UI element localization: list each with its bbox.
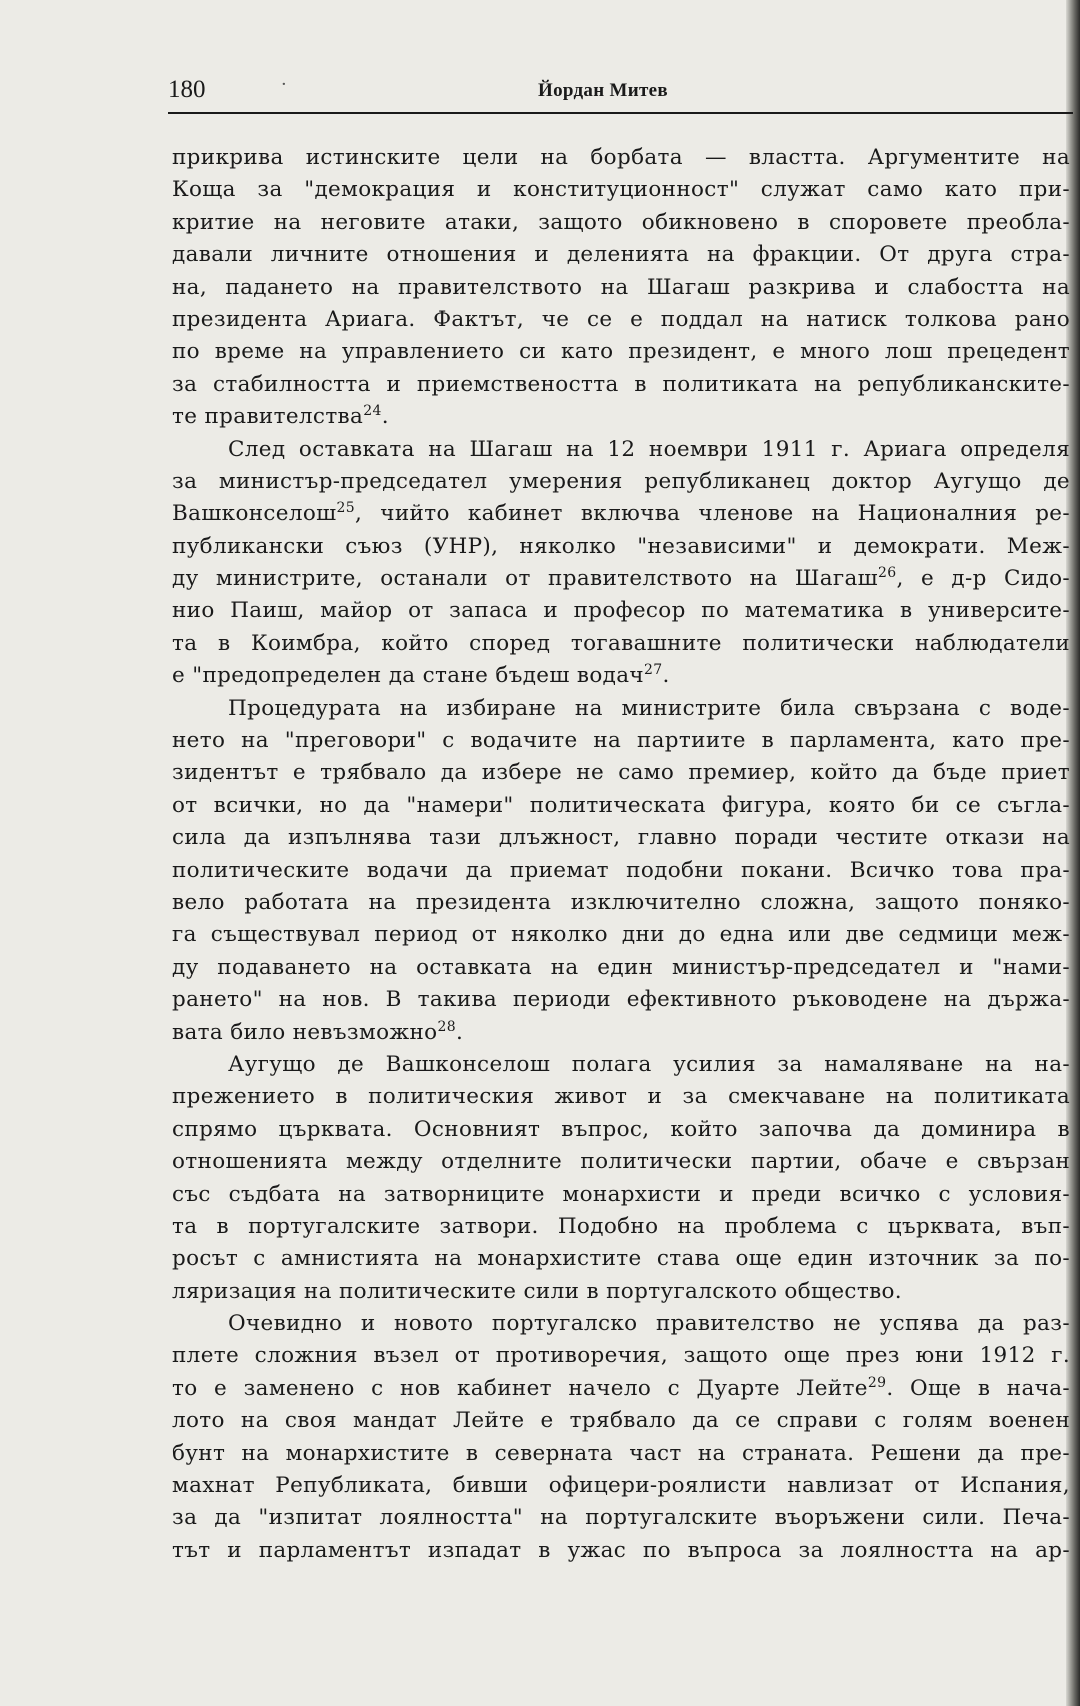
- text-line-continuation: .: [455, 1019, 464, 1045]
- text-line: [172, 466, 1070, 498]
- text-line: [172, 855, 1070, 887]
- text-line-content: вата било невъзможно: [172, 1019, 438, 1045]
- text-line: [172, 1470, 1070, 1502]
- text-line-content: публикански съюз (УНР), няколко "независими" и демократи. Меж-: [172, 533, 1070, 559]
- text-line: [172, 239, 1070, 271]
- text-line-content: отношенията между отделните политически партии, обаче е свързан: [172, 1149, 1070, 1175]
- text-line: [172, 693, 1070, 725]
- text-line: [172, 272, 1070, 304]
- text-line: [172, 887, 1070, 919]
- footnote-marker: 27: [643, 662, 663, 679]
- text-line: [172, 1146, 1070, 1178]
- text-line: [172, 1114, 1070, 1146]
- text-line-content: критие на неговите атаки, защото обикновено в споровете преобла-: [172, 209, 1070, 235]
- text-line: [172, 1340, 1070, 1372]
- text-line-content: та в португалските затвори. Подобно на проблема с църквата, въп-: [172, 1213, 1070, 1239]
- text-line: [172, 498, 1070, 530]
- footnote-marker: 28: [437, 1018, 456, 1035]
- text-line: [172, 595, 1070, 627]
- text-line: [172, 174, 1070, 206]
- text-line-content: лото на своя мандат Лейте е трябвало да се справи с голям военен: [172, 1408, 1070, 1434]
- text-line-content: от всички, но да "намери" политическата фигура, която би се съгла-: [172, 792, 1070, 818]
- text-line: [172, 1308, 1070, 1340]
- page-number: 180: [168, 76, 206, 103]
- text-line: [172, 757, 1070, 789]
- text-line-content: Коща за "демокрация и конституционност" служат само като при-: [172, 177, 1070, 203]
- text-line: [172, 952, 1070, 984]
- text-line-content: нио Паиш, майор от запаса и професор по математика в университе-: [172, 598, 1070, 624]
- text-line-content: за министър-председател умерения републиканец доктор Аугущо де: [172, 468, 1070, 494]
- text-line: [172, 207, 1070, 239]
- text-line-content: След оставката на Шагаш на 12 ноември 1911 г. Ариага определя: [228, 436, 1070, 462]
- footnote-marker: 26: [878, 565, 897, 582]
- text-line: [172, 790, 1070, 822]
- text-line-continuation: , е д-р Сидо-: [896, 566, 1070, 592]
- text-line: [172, 1373, 1070, 1405]
- text-line-content: е "предопределен да стане бъдеш водач: [172, 663, 644, 689]
- text-line-content: те правителства: [172, 404, 364, 430]
- text-line: [172, 628, 1070, 660]
- text-line-content: със съдбата на затворниците монархисти и преди всичко с условия-: [172, 1181, 1070, 1207]
- text-line: [172, 369, 1070, 401]
- text-line: [172, 660, 1070, 692]
- text-line-content: бунт на монархистите в северната част на страната. Решени да пре-: [172, 1440, 1070, 1466]
- text-line-content: ду министрите, останали от правителството на Шагаш: [172, 566, 879, 592]
- text-line: [172, 304, 1070, 336]
- text-line: [172, 1211, 1070, 1243]
- text-line: [172, 1243, 1070, 1275]
- text-line: [172, 401, 1070, 433]
- text-line: [172, 434, 1070, 466]
- text-line-content: давали личните отношения и деленията на фракции. От друга стра-: [172, 242, 1070, 268]
- running-head-author: Йордан Митев: [538, 80, 668, 101]
- text-line-content: Вашконселош: [172, 501, 337, 527]
- text-line: [172, 1081, 1070, 1113]
- footnote-marker: 25: [336, 500, 356, 517]
- text-line-content: на, падането на правителството на Шагаш разкрива и слабостта на: [172, 274, 1070, 300]
- text-line-content: рането" на нов. В такива периоди ефективното ръководене на държа-: [172, 987, 1070, 1013]
- text-line: [172, 531, 1070, 563]
- text-line: [172, 725, 1070, 757]
- text-line: [172, 1405, 1070, 1437]
- text-line-content: президента Ариага. Фактът, че се е поддал на натиск толкова рано: [172, 306, 1070, 332]
- page-header: [168, 72, 1073, 112]
- text-line-content: зидентът е трябвало да избере не само премиер, който да бъде приет: [172, 760, 1070, 786]
- text-line-content: за да "изпитат лоялността" на португалските въоръжени сили. Печа-: [172, 1505, 1070, 1531]
- text-line-content: прикрива истинските цели на борбата — властта. Аргументите на: [172, 145, 1070, 170]
- text-line-content: Аугущо де Вашконселош полага усилия за намаляване на на-: [228, 1051, 1070, 1077]
- text-line: [172, 1276, 1070, 1308]
- text-line-content: спрямо църквата. Основният въпрос, който започва да доминира в: [172, 1116, 1070, 1142]
- text-line-content: за стабилността и приемствеността в политиката на републиканските-: [172, 371, 1070, 397]
- text-line-content: по време на управлението си като президент, е много лош прецедент: [172, 339, 1070, 365]
- text-line: [172, 142, 1070, 174]
- text-line-content: ду подаването на оставката на един министър-председател и "нами-: [172, 954, 1070, 980]
- header-separator-dot: ·: [281, 74, 287, 95]
- text-line-content: ляризация на политическите сили в португалското общество.: [172, 1278, 902, 1304]
- text-line-content: нето на "преговори" с водачите на партиите в парламента, като пре-: [172, 728, 1070, 754]
- header-rule: [168, 112, 1073, 114]
- text-line-content: прежението в политическия живот и за смекчаване на политиката: [172, 1084, 1070, 1110]
- text-line-content: сила да изпълнява тази длъжност, главно поради честите откази на: [172, 825, 1070, 851]
- body-text: [172, 142, 1070, 1567]
- text-line: [172, 563, 1070, 595]
- text-line-content: то е заменено с нов кабинет начело с Дуарте Лейте: [172, 1375, 868, 1401]
- text-line: [172, 1535, 1070, 1567]
- text-line-content: Процедурата на избиране на министрите била свързана с воде-: [228, 695, 1070, 721]
- text-line: [172, 919, 1070, 951]
- text-line: [172, 1502, 1070, 1534]
- text-line-content: га съществувал период от няколко дни до една или две седмици меж-: [172, 922, 1070, 948]
- text-line-continuation: .: [381, 404, 389, 430]
- text-line-continuation: . Още в нача-: [886, 1375, 1070, 1401]
- text-line: [172, 336, 1070, 368]
- text-line-content: та в Коимбра, който според тогавашните политически наблюдатели: [172, 630, 1070, 656]
- text-line-content: росът с амнистията на монархистите става още един източник за по-: [172, 1246, 1070, 1272]
- text-line-content: плете сложния възел от противоречия, защото още през юни 1912 г.: [172, 1343, 1070, 1369]
- text-line: [172, 1049, 1070, 1081]
- text-line-content: Очевидно и новото португалско правителство не успява да раз-: [228, 1311, 1070, 1337]
- text-line: [172, 822, 1070, 854]
- text-line: [172, 1438, 1070, 1470]
- text-line-content: махнат Републиката, бивши офицери-роялисти навлизат от Испания,: [172, 1473, 1070, 1499]
- text-line: [172, 984, 1070, 1016]
- footnote-marker: 29: [867, 1374, 887, 1391]
- text-line-content: тът и парламентът изпадат в ужас по въпроса за лоялността на ар-: [172, 1537, 1070, 1563]
- footnote-marker: 24: [363, 403, 382, 420]
- text-line-content: вело работата на президента изключително сложна, защото поняко-: [172, 889, 1070, 915]
- text-line: [172, 1017, 1070, 1049]
- text-line-continuation: .: [662, 663, 670, 689]
- text-line-content: политическите водачи да приемат подобни покани. Всичко това пра-: [172, 857, 1070, 883]
- text-line-continuation: , чийто кабинет включва членове на Националния ре-: [355, 501, 1070, 527]
- text-line: [172, 1179, 1070, 1211]
